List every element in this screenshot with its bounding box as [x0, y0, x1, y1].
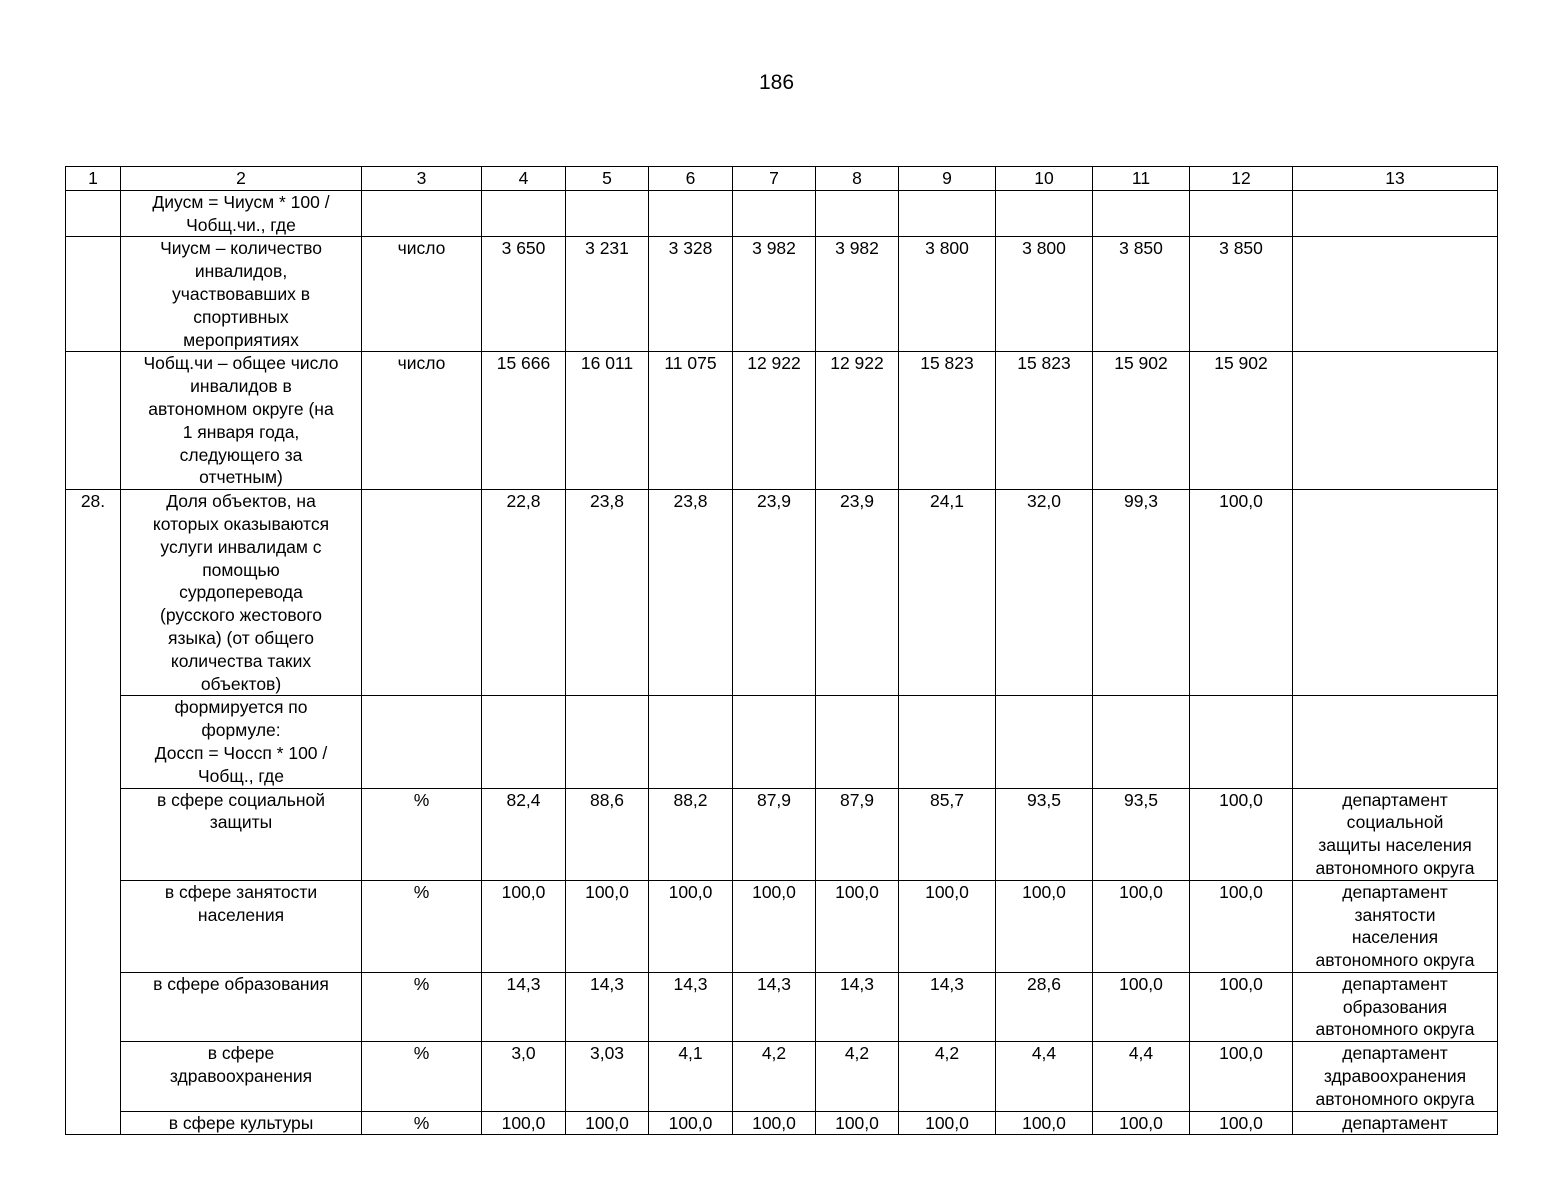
table-cell: формируется по формуле: Доссп = Чоссп * 100 / Чобщ., где	[121, 696, 362, 788]
table-cell: 4,2	[899, 1042, 996, 1111]
table-cell: 23,8	[566, 490, 649, 696]
table-cell: 4,2	[816, 1042, 899, 1111]
table-cell: 23,9	[733, 490, 816, 696]
table-cell: департамент образования автономного округа	[1293, 972, 1498, 1041]
table-cell: 3,03	[566, 1042, 649, 1111]
table-cell: 3 800	[996, 237, 1093, 352]
table-cell	[66, 352, 121, 490]
column-number-cell: 4	[482, 167, 566, 191]
table-cell: 85,7	[899, 788, 996, 880]
table-cell: число	[362, 237, 482, 352]
table-cell: в сфере культуры	[121, 1111, 362, 1135]
table-cell: 4,4	[996, 1042, 1093, 1111]
table-cell: 100,0	[1093, 1111, 1190, 1135]
table-cell: Доля объектов, на которых оказываются услуги инвалидам с помощью сурдоперевода (русского жестового языка) (от общего количества таких объектов)	[121, 490, 362, 696]
table-cell	[1293, 237, 1498, 352]
table-row	[66, 237, 1498, 352]
table-cell: число	[362, 352, 482, 490]
table-cell	[482, 190, 566, 237]
table-row	[66, 788, 1498, 880]
table-cell	[1093, 190, 1190, 237]
table-cell: 100,0	[566, 1111, 649, 1135]
table-row	[66, 352, 1498, 490]
table-cell: 100,0	[1190, 880, 1293, 972]
indicator-table	[65, 166, 1498, 1135]
table-cell	[649, 190, 733, 237]
table-cell: 3 982	[733, 237, 816, 352]
table-cell: 100,0	[996, 1111, 1093, 1135]
table-cell: 100,0	[1190, 490, 1293, 696]
table-cell: 3 850	[1093, 237, 1190, 352]
table-cell: 28.	[66, 490, 121, 1135]
column-number-cell: 5	[566, 167, 649, 191]
table-cell: 100,0	[1190, 788, 1293, 880]
page-number: 186	[758, 71, 795, 94]
table-row	[66, 190, 1498, 237]
table-cell: 100,0	[1190, 972, 1293, 1041]
table-cell: 11 075	[649, 352, 733, 490]
table-cell: 3 850	[1190, 237, 1293, 352]
table-cell: %	[362, 788, 482, 880]
table-cell: 93,5	[996, 788, 1093, 880]
table-cell: 24,1	[899, 490, 996, 696]
table-cell: Диусм = Чиусм * 100 / Чобщ.чи., где	[121, 190, 362, 237]
table-cell: 99,3	[1093, 490, 1190, 696]
table-cell	[566, 190, 649, 237]
table-cell	[1293, 696, 1498, 788]
table-cell: департамент	[1293, 1111, 1498, 1135]
table-cell: 14,3	[566, 972, 649, 1041]
table-cell	[899, 190, 996, 237]
table-cell: 100,0	[816, 1111, 899, 1135]
table-cell	[1293, 190, 1498, 237]
table-cell: 100,0	[899, 1111, 996, 1135]
table-cell: 87,9	[733, 788, 816, 880]
table-cell: 12 922	[816, 352, 899, 490]
table-cell: 100,0	[1093, 972, 1190, 1041]
table-cell: %	[362, 1042, 482, 1111]
table-cell: 87,9	[816, 788, 899, 880]
table-cell: 93,5	[1093, 788, 1190, 880]
table-row	[66, 880, 1498, 972]
table-cell: 100,0	[1093, 880, 1190, 972]
table-cell: 4,4	[1093, 1042, 1190, 1111]
table-cell: 16 011	[566, 352, 649, 490]
column-number-cell: 7	[733, 167, 816, 191]
table-cell: 88,6	[566, 788, 649, 880]
table-cell: %	[362, 972, 482, 1041]
column-number-cell: 11	[1093, 167, 1190, 191]
column-number-cell: 12	[1190, 167, 1293, 191]
table-cell	[816, 696, 899, 788]
table-cell: 14,3	[649, 972, 733, 1041]
column-number-cell: 6	[649, 167, 733, 191]
table-cell	[362, 190, 482, 237]
column-number-cell: 8	[816, 167, 899, 191]
table-cell: 100,0	[1190, 1111, 1293, 1135]
table-cell	[362, 490, 482, 696]
table-cell: 14,3	[733, 972, 816, 1041]
table-cell: 100,0	[566, 880, 649, 972]
table-cell	[1293, 352, 1498, 490]
table-cell: в сфере социальной защиты	[121, 788, 362, 880]
table-cell: 15 666	[482, 352, 566, 490]
table-cell	[899, 696, 996, 788]
table-cell: 100,0	[816, 880, 899, 972]
table-cell: в сфере занятости населения	[121, 880, 362, 972]
table-cell	[733, 190, 816, 237]
table-cell: 3 800	[899, 237, 996, 352]
table-row	[66, 696, 1498, 788]
table-cell	[482, 696, 566, 788]
table-cell: Чиусм – количество инвалидов, участвовавших в спортивных мероприятиях	[121, 237, 362, 352]
table-cell: 100,0	[649, 880, 733, 972]
table-cell: Чобщ.чи – общее число инвалидов в автономном округе (на 1 января года, следующего за отчетным)	[121, 352, 362, 490]
table-cell: в сфере образования	[121, 972, 362, 1041]
table-cell: 14,3	[482, 972, 566, 1041]
table-cell: 3 650	[482, 237, 566, 352]
table-cell	[66, 237, 121, 352]
table-cell	[649, 696, 733, 788]
table-cell: 23,8	[649, 490, 733, 696]
table-cell: 3 231	[566, 237, 649, 352]
table-cell: 15 902	[1190, 352, 1293, 490]
table-cell: 100,0	[899, 880, 996, 972]
table-cell: %	[362, 1111, 482, 1135]
table-cell: 3 328	[649, 237, 733, 352]
table-cell: 100,0	[733, 1111, 816, 1135]
table-cell	[1190, 696, 1293, 788]
table-cell: 12 922	[733, 352, 816, 490]
table-cell: 100,0	[733, 880, 816, 972]
table-cell: 23,9	[816, 490, 899, 696]
table-cell: 22,8	[482, 490, 566, 696]
table-cell: в сфере здравоохранения	[121, 1042, 362, 1111]
table-cell	[996, 696, 1093, 788]
table-cell: 100,0	[1190, 1042, 1293, 1111]
table-cell: 100,0	[996, 880, 1093, 972]
table-cell: департамент здравоохранения автономного округа	[1293, 1042, 1498, 1111]
table-cell	[1293, 490, 1498, 696]
column-number-cell: 13	[1293, 167, 1498, 191]
table-cell: 3,0	[482, 1042, 566, 1111]
table-cell: 100,0	[482, 1111, 566, 1135]
table-cell: 4,1	[649, 1042, 733, 1111]
table-cell: 14,3	[816, 972, 899, 1041]
table-row	[66, 1111, 1498, 1135]
table-cell: 4,2	[733, 1042, 816, 1111]
table-cell	[1190, 190, 1293, 237]
table-cell	[362, 696, 482, 788]
table-cell: 82,4	[482, 788, 566, 880]
table-cell: департамент занятости населения автономного округа	[1293, 880, 1498, 972]
table-cell: 15 823	[996, 352, 1093, 490]
table-cell: департамент социальной защиты населения автономного округа	[1293, 788, 1498, 880]
table-cell	[733, 696, 816, 788]
table-header-row	[66, 167, 1498, 191]
table-row	[66, 1042, 1498, 1111]
table-cell: 28,6	[996, 972, 1093, 1041]
column-number-cell: 1	[66, 167, 121, 191]
table-cell	[66, 190, 121, 237]
table-cell: 100,0	[482, 880, 566, 972]
table-cell	[816, 190, 899, 237]
table-cell: 15 902	[1093, 352, 1190, 490]
table-row	[66, 490, 1498, 696]
column-number-cell: 2	[121, 167, 362, 191]
table-cell: %	[362, 880, 482, 972]
table-row	[66, 972, 1498, 1041]
table-cell: 3 982	[816, 237, 899, 352]
table-cell: 14,3	[899, 972, 996, 1041]
column-number-cell: 9	[899, 167, 996, 191]
column-number-cell: 3	[362, 167, 482, 191]
table-cell	[996, 190, 1093, 237]
table-cell	[566, 696, 649, 788]
table-cell	[1093, 696, 1190, 788]
column-number-cell: 10	[996, 167, 1093, 191]
table-cell: 15 823	[899, 352, 996, 490]
table-cell: 100,0	[649, 1111, 733, 1135]
table-cell: 88,2	[649, 788, 733, 880]
table-cell: 32,0	[996, 490, 1093, 696]
